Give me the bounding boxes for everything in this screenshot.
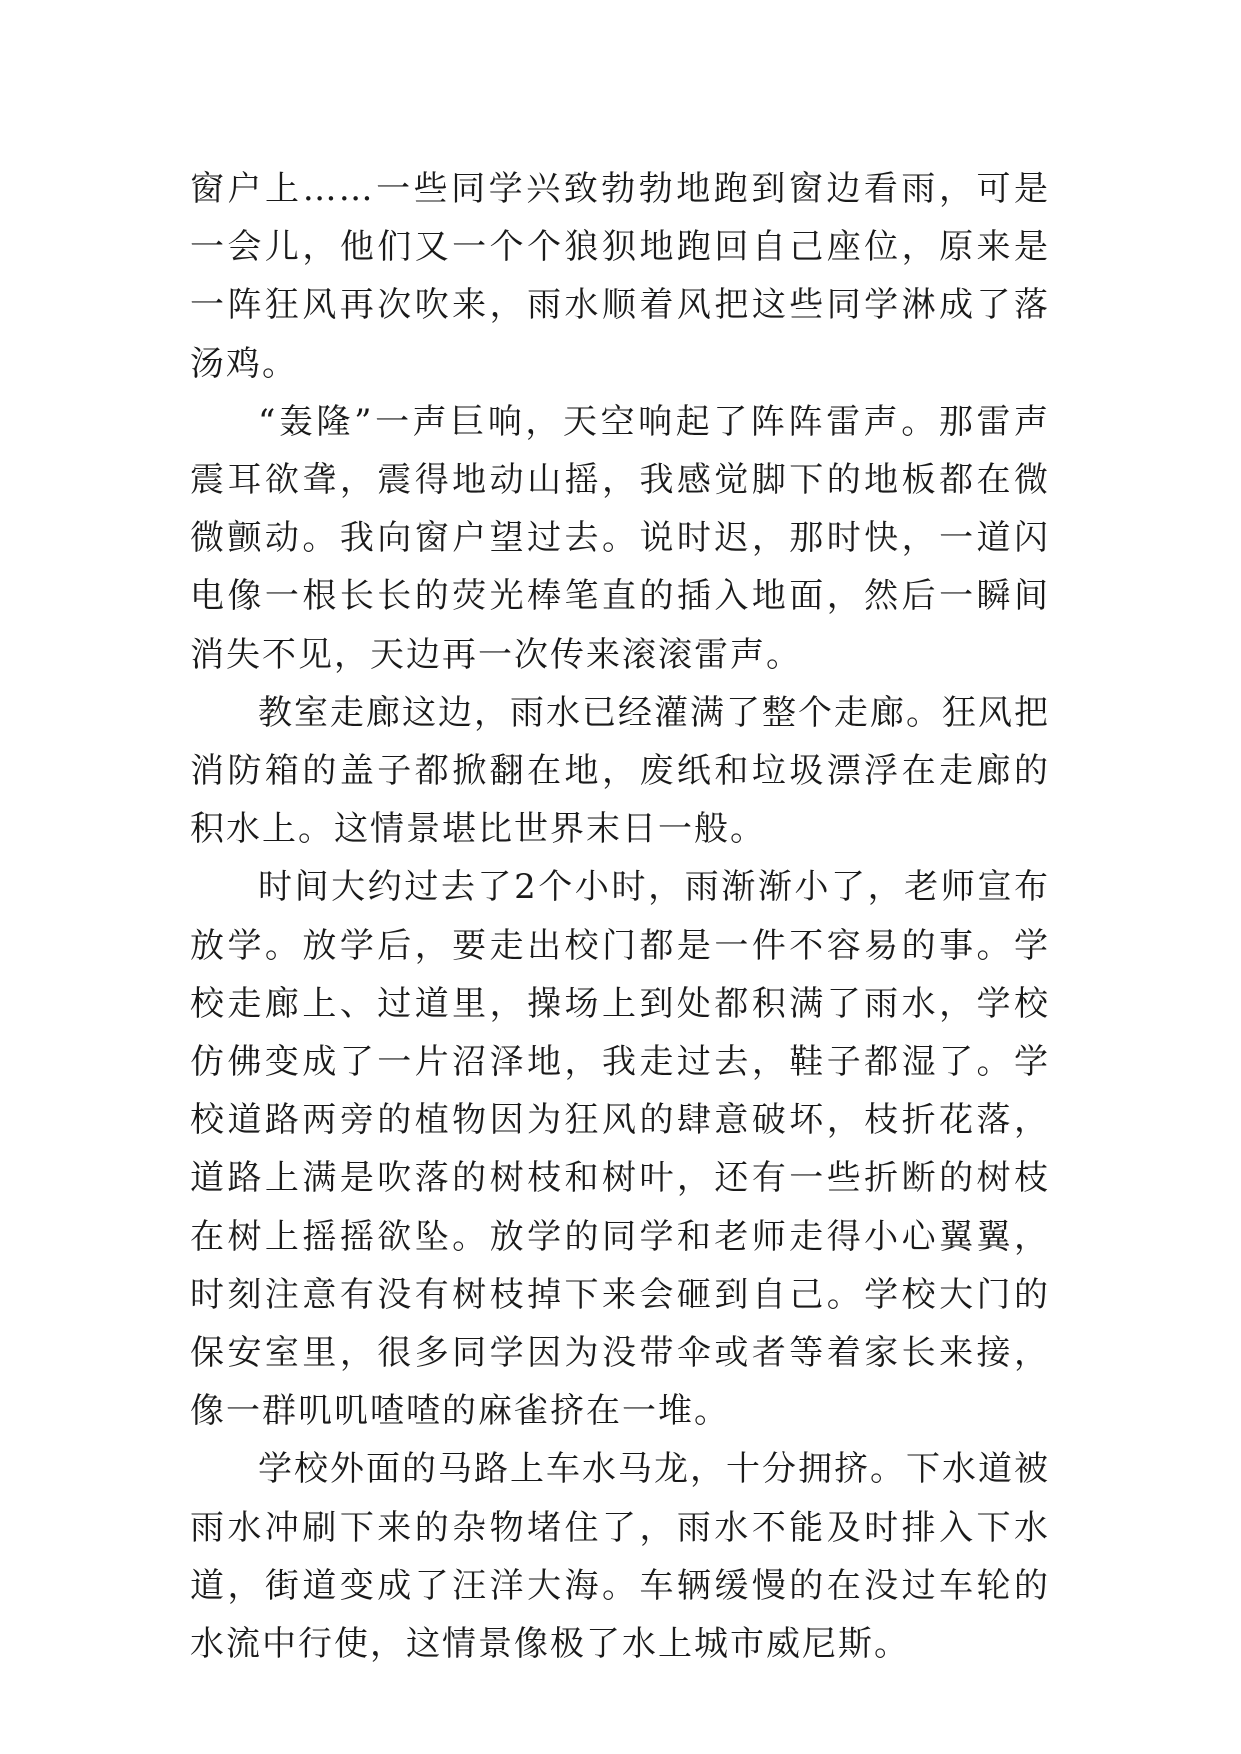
essay-body — [190, 160, 1050, 1673]
paragraph-1: 窗户上……一些同学兴致勃勃地跑到窗边看雨，可是一会儿，他们又一个个狼狈地跑回自己座位，原来是一阵狂风再次吹来，雨水顺着风把这些同学淋成了落汤鸡。 — [190, 169, 1050, 384]
paragraph-2: “轰隆”一声巨响，天空响起了阵阵雷声。那雷声震耳欲聋，震得地动山摇，我感觉脚下的地板都在微微颤动。我向窗户望过去。说时迟，那时快，一道闪电像一根长长的荧光棒笔直的插入地面，然后一瞬间消失不见，天边再一次传来滚滚雷声。 — [190, 401, 1050, 675]
paragraph-5: 学校外面的马路上车水马龙，十分拥挤。下水道被雨水冲刷下来的杂物堵住了，雨水不能及时排入下水道，街道变成了汪洋大海。车辆缓慢的在没过车轮的水流中行使，这情景像极了水上城市威尼斯。 — [190, 1449, 1050, 1665]
paragraph-4: 时间大约过去了2个小时，雨渐渐小了，老师宣布放学。放学后，要走出校门都是一件不容易的事。学校走廊上、过道里，操场上到处都积满了雨水，学校仿佛变成了一片沼泽地，我走过去，鞋子都湿了。学校道路两旁的植物因为狂风的肆意破坏，枝折花落，道路上满是吹落的树枝和树叶，还有一些折断的树枝在树上摇摇欲坠。放学的同学和老师走得小心翼翼，时刻注意有没有树枝掉下来会砸到自己。学校大门的保安室里，很多同学因为没带伞或者等着家长来接，像一群叽叽喳喳的麻雀挤在一堆。 — [190, 867, 1050, 1432]
paragraph-3: 教室走廊这边，雨水已经灌满了整个走廊。狂风把消防箱的盖子都掀翻在地，废纸和垃圾漂浮在走廊的积水上。这情景堪比世界末日一般。 — [190, 692, 1050, 850]
